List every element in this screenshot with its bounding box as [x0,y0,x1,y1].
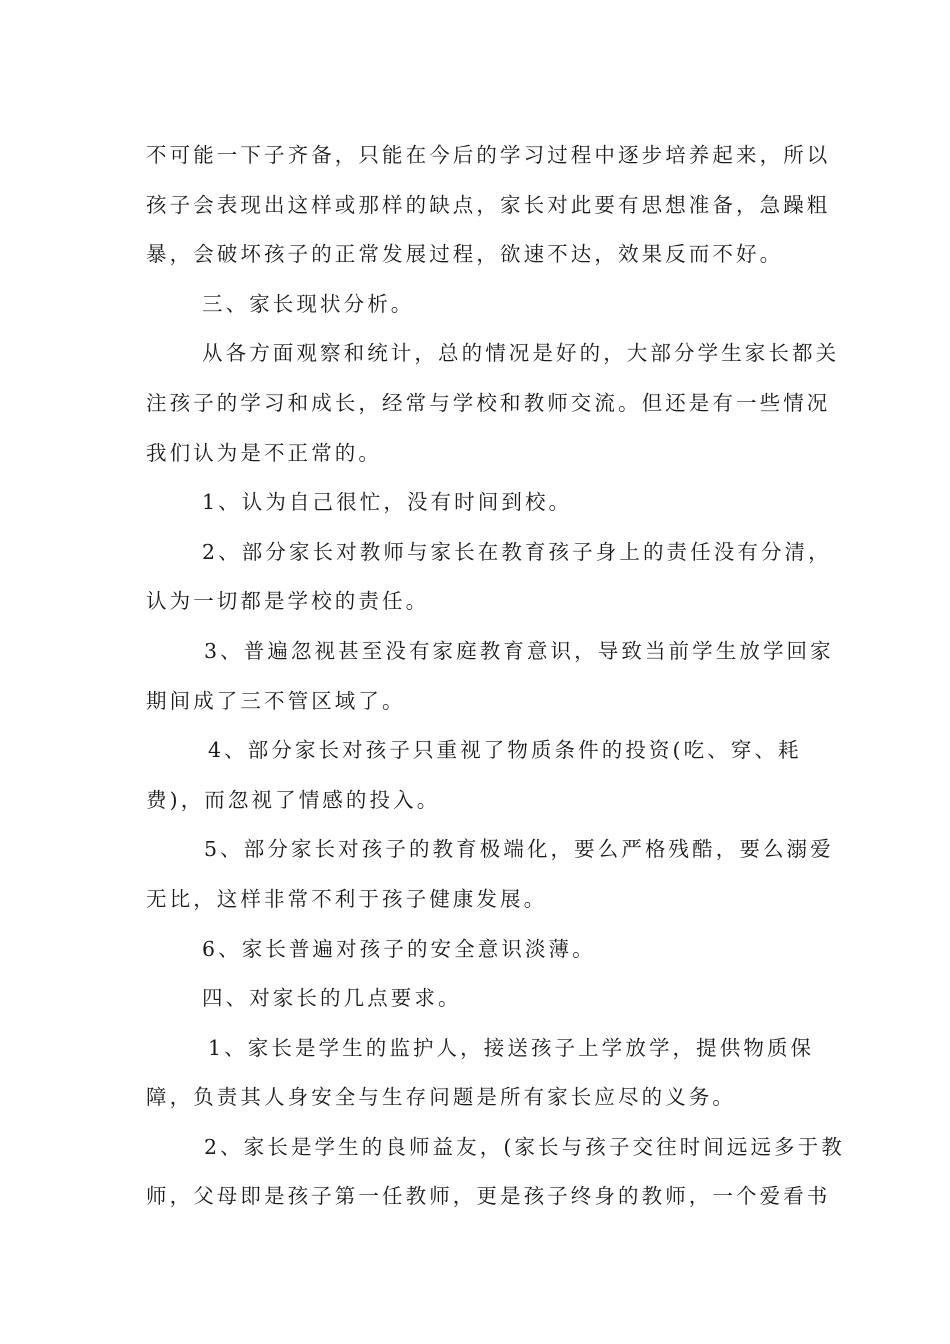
document-body [146,131,845,1222]
text-line: 不可能一下子齐备，只能在今后的学习过程中逐步培养起来，所以 [146,143,831,167]
list-item: 2、部分家长对教师与家长在教育孩子身上的责任没有分清， [202,539,832,564]
list-item: 4、部分家长对孩子只重视了物质条件的投资(吃、穿、耗 [208,738,802,763]
list-item: 1、认为自己很忙，没有时间到校。 [202,490,573,515]
text-line: 期间成了三不管区域了。 [146,688,406,713]
list-item: 1、家长是学生的监护人，接送孩子上学放学，提供物质保 [208,1035,815,1060]
text-line: 费)，而忽视了情感的投入。 [146,787,441,812]
text-line: 注孩子的学习和成长，经常与学校和教师交流。但还是有一些情况 [146,390,831,415]
text-line: 孩子会表现出这样或那样的缺点，家长对此要有思想准备，急躁粗 [146,192,831,217]
text-line: 从各方面观察和统计，总的情况是好的，大部分学生家长都关 [202,341,840,366]
list-item: 5、部分家长对孩子的教育极端化，要么严格残酷，要么溺爱 [204,837,834,862]
text-line: 我们认为是不正常的。 [146,440,382,465]
text-line: 认为一切都是学校的责任。 [146,589,430,614]
list-item: 2、家长是学生的良师益友，(家长与孩子交往时间远远多于教 [204,1134,845,1159]
text-line: 暴，会破坏孩子的正常发展过程，欲速不达，效果反而不好。 [146,242,784,267]
list-item: 3、普遍忽视甚至没有家庭教育意识，导致当前学生放学回家 [204,638,834,663]
section-heading: 四、对家长的几点要求。 [202,986,462,1011]
text-line: 无比，这样非常不利于孩子健康发展。 [146,886,548,911]
text-line: 师，父母即是孩子第一任教师，更是孩子终身的教师，一个爱看书 [146,1184,831,1209]
text-line: 障，负责其人身安全与生存问题是所有家长应尽的义务。 [146,1085,736,1110]
section-heading: 三、家长现状分析。 [202,291,415,316]
list-item: 6、家长普遍对孩子的安全意识淡薄。 [202,936,596,961]
